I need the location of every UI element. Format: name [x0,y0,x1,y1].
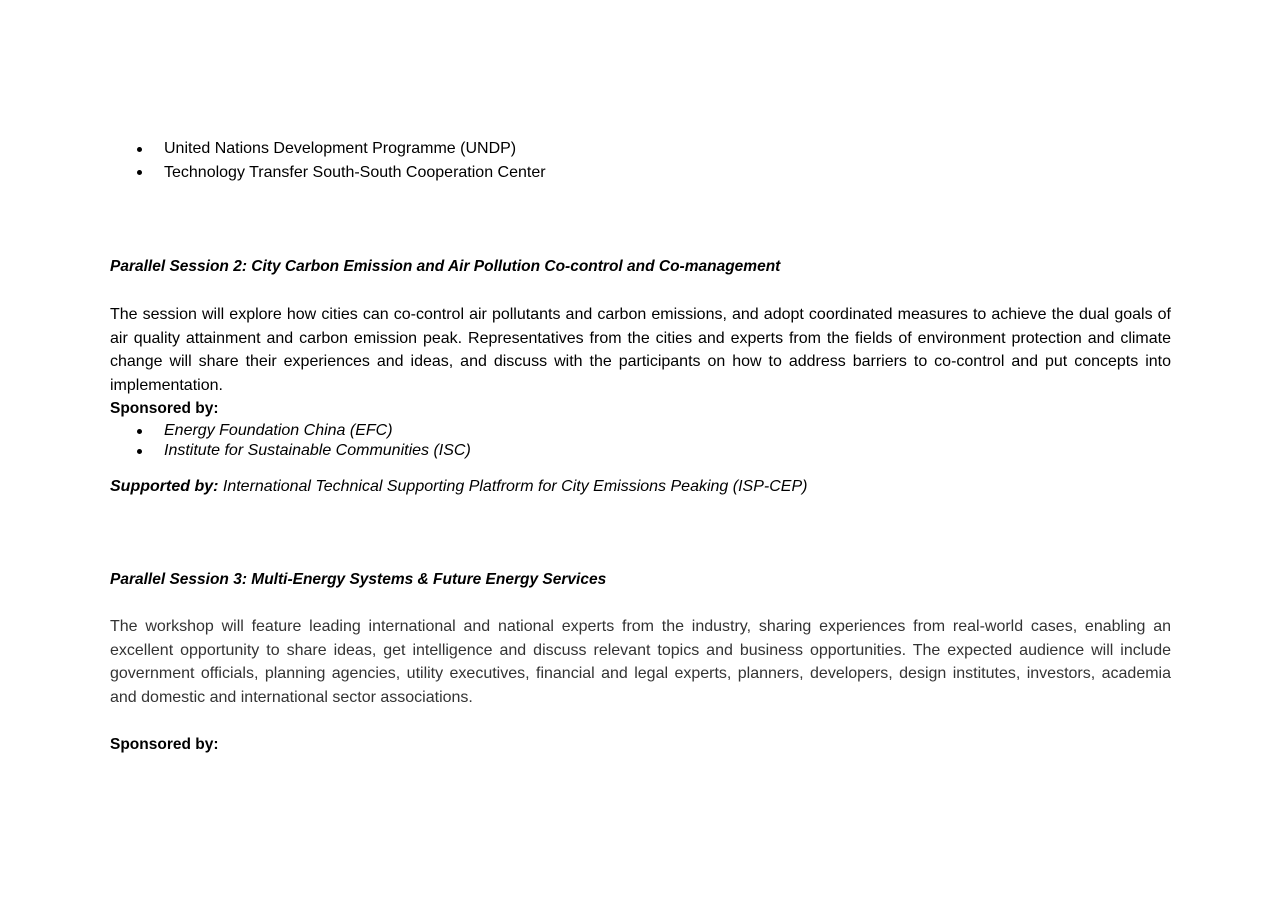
session-2-supported-text: International Technical Supporting Platfrorm for City Emissions Peaking (ISP-CEP) [222,478,808,495]
session-3-sponsored-label: Sponsored by: [110,736,219,753]
bullet-icon [137,170,142,175]
session-2-description: The session will explore how cities can co-control air pollutants and carbon emissions, and adopt coordinated measures to achieve the dual goals of air quality attainment and carbon emission peak. Representatives from the cities and experts from the fields of environment protection and climate change will share their experiences and ideas, and discuss with the participants on how to address barriers to co-control and put concepts into implementation. [110,306,1171,394]
session-2-title: Parallel Session 2: City Carbon Emission and Air Pollution Co-control and Co-management [110,258,781,275]
session-3-title: Parallel Session 3: Multi-Energy Systems & Future Energy Services [110,571,607,588]
session-2-sponsored-label: Sponsored by: [110,400,219,417]
bullet-icon [137,429,142,434]
bullet-icon [137,147,142,152]
session-3-description: The workshop will feature leading international and national experts from the industry, sharing experiences from real-world cases, enabling an excellent opportunity to share ideas, get intelligence and discuss relevant topics and business opportunities. The expected audience will include government officials, planning agencies, utility executives, financial and legal experts, planners, developers, design institutes, investors, academia and domestic and international sector associations. [110,618,1171,706]
list-item-text: Technology Transfer South-South Cooperation Center [164,163,546,181]
session-2-supported-label: Supported by: [110,478,219,495]
list-item-text: United Nations Development Programme (UNDP) [164,140,517,157]
bullet-icon [137,449,142,454]
session-2-supported-line [110,478,807,496]
sponsor-name: Energy Foundation China (EFC) [164,422,393,439]
sponsor-name: Institute for Sustainable Communities (ISC) [164,442,471,459]
